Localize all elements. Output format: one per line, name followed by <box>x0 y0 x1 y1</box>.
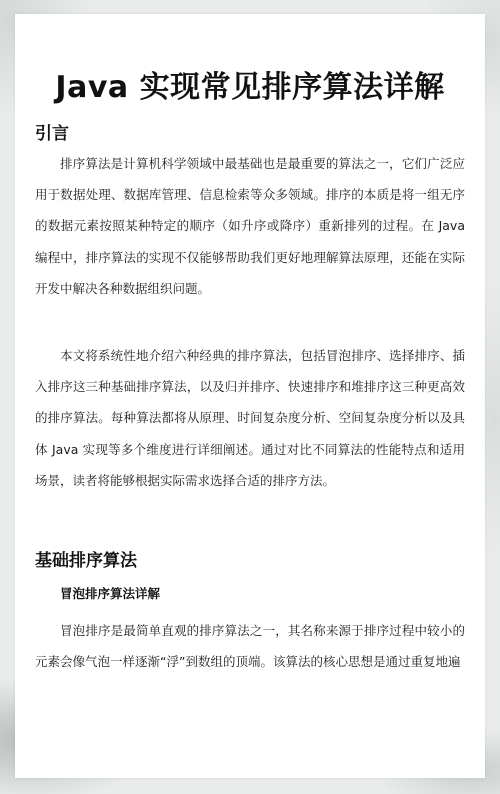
subsection-heading-bubble-sort: 冒泡排序算法详解 <box>60 586 161 601</box>
intro-paragraph-2: 本文将系统性地介绍六种经典的排序算法，包括冒泡排序、选择排序、插入排序这三种基础排序算法，以及归并排序、快速排序和堆排序这三种更高效的排序算法。每种算法都将从原理、时间复杂度分析、空间复杂度分析以及具体 Java 实现等多个维度进行详细阐述。通过对比不同算法的性能特点和适用场景，读者将能够根据实际需求选择合适的排序方法。 <box>35 348 465 488</box>
document-title: Java 实现常见排序算法详解 <box>55 70 445 105</box>
document-page <box>15 14 485 778</box>
section-heading-intro: 引言 <box>35 124 69 144</box>
intro-paragraph-1: 排序算法是计算机科学领域中最基础也是最重要的算法之一，它们广泛应用于数据处理、数据库管理、信息检索等众多领域。排序的本质是将一组无序的数据元素按照某种特定的顺序（如升序或降序）重新排列的过程。在 Java 编程中，排序算法的实现不仅能够帮助我们更好地理解算法原理，还能在实际开发中解决各种数据组织问题。 <box>35 156 465 296</box>
section-heading-basic-sorting: 基础排序算法 <box>35 551 137 571</box>
bubble-sort-paragraph: 冒泡排序是最简单直观的排序算法之一，其名称来源于排序过程中较小的元素会像气泡一样逐渐“浮”到数组的顶端。该算法的核心思想是通过重复地遍 <box>35 623 465 670</box>
